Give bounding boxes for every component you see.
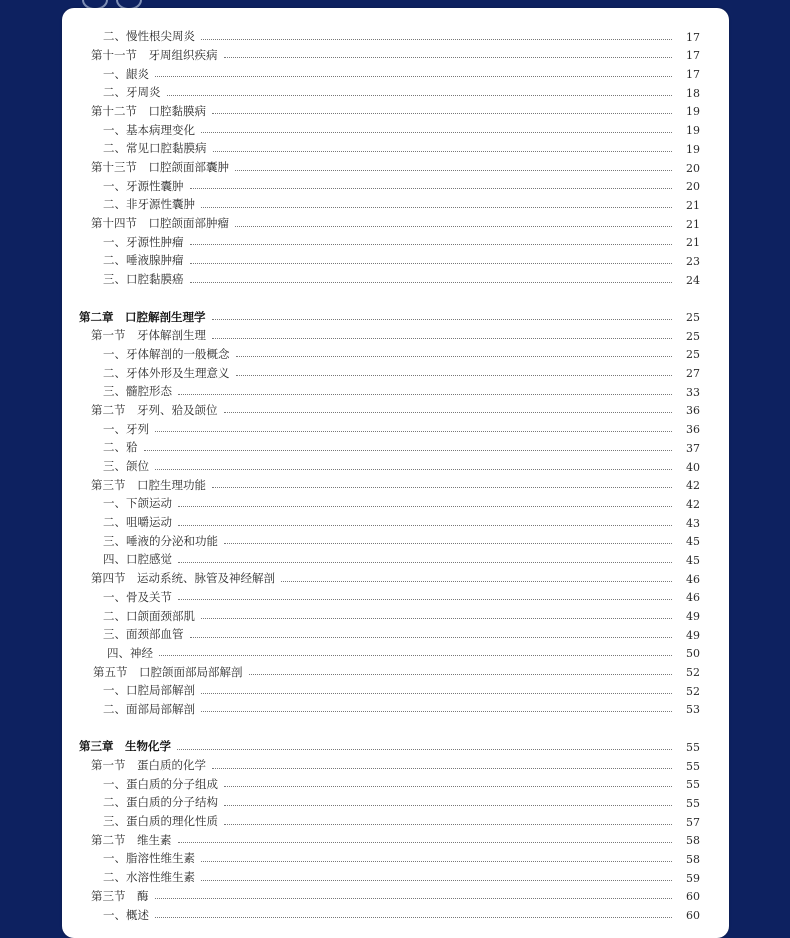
toc-entry-title: 二、咀嚼运动 [103, 515, 172, 530]
toc-entry-title: 一、龈炎 [103, 66, 149, 81]
dot-leader [144, 450, 673, 451]
toc-entry[interactable] [62, 342, 729, 361]
toc-entry-page: 57 [686, 815, 700, 829]
dot-leader [159, 655, 672, 656]
dot-leader [190, 637, 673, 638]
toc-entry-page: 60 [686, 909, 700, 922]
toc-entry-title: 第十二节 口腔黏膜病 [91, 103, 206, 118]
dot-leader [155, 431, 672, 432]
toc-entry-page: 46 [686, 591, 700, 605]
toc-entry[interactable] [62, 379, 729, 398]
toc-entry-title: 一、牙列 [103, 421, 149, 436]
toc-entry-page: 60 [686, 890, 700, 904]
dot-leader [178, 562, 672, 563]
toc-entry-title: 第三节 酶 [91, 888, 149, 903]
dot-leader [213, 151, 673, 152]
toc-entry-title: 一、脂溶性维生素 [103, 851, 195, 866]
toc-entry-title: 一、口腔局部解剖 [103, 683, 195, 698]
toc-entry-title: 四、神经 [107, 645, 153, 660]
toc-entry-page: 58 [686, 852, 700, 866]
dot-leader [212, 319, 673, 320]
document-page [62, 8, 729, 938]
dot-leader [236, 356, 673, 357]
dot-leader [249, 674, 673, 675]
toc-entry-title: 一、牙体解剖的一般概念 [103, 346, 230, 361]
toc-entry-title: 四、口腔感觉 [103, 552, 172, 567]
toc-entry[interactable] [62, 230, 729, 249]
toc-entry-page: 45 [686, 553, 700, 567]
toc-entry[interactable] [62, 566, 729, 585]
toc-entry-page: 27 [686, 367, 700, 381]
toc-entry-title: 第二节 维生素 [91, 832, 172, 847]
toc-entry[interactable] [62, 772, 729, 791]
toc-entry[interactable] [62, 80, 729, 99]
toc-entry-page: 19 [686, 105, 700, 119]
toc-entry[interactable] [62, 136, 729, 155]
toc-entry[interactable] [62, 865, 729, 884]
dot-leader [212, 487, 672, 488]
toc-entry[interactable] [62, 416, 729, 435]
toc-entry[interactable] [62, 491, 729, 510]
dot-leader [190, 282, 673, 283]
toc-entry-page: 58 [686, 834, 700, 848]
toc-entry-page: 17 [686, 30, 700, 44]
toc-entry-title: 二、面部局部解剖 [103, 701, 195, 716]
toc-entry-title: 一、蛋白质的分子组成 [103, 776, 218, 791]
toc-entry-page: 46 [686, 572, 700, 586]
toc-entry[interactable] [62, 248, 729, 267]
toc-entry[interactable] [62, 454, 729, 473]
dot-leader [190, 263, 673, 264]
toc-entry-title: 二、蛋白质的分子结构 [103, 795, 218, 810]
toc-entry[interactable] [62, 24, 729, 43]
toc-entry[interactable] [62, 547, 729, 566]
toc-entry-title: 三、蛋白质的理化性质 [103, 814, 218, 829]
toc-chapter[interactable] [62, 304, 729, 323]
toc-entry-title: 三、唾液的分泌和功能 [103, 533, 218, 548]
toc-entry-page: 23 [686, 254, 700, 268]
toc-entry-page: 53 [686, 703, 700, 717]
toc-entry-page: 20 [686, 180, 700, 194]
dot-leader [167, 95, 673, 96]
toc-entry-page: 52 [686, 666, 700, 680]
toc-entry-page: 25 [686, 311, 700, 324]
dot-leader [224, 543, 672, 544]
dot-leader [201, 693, 672, 694]
toc-entry[interactable] [62, 473, 729, 492]
toc-entry[interactable] [62, 117, 729, 136]
toc-entry[interactable] [62, 435, 729, 454]
dot-leader [201, 861, 672, 862]
dot-leader [201, 880, 672, 881]
toc-entry[interactable] [62, 510, 729, 529]
dot-leader [201, 207, 672, 208]
dot-leader [178, 506, 672, 507]
toc-entry[interactable] [62, 174, 729, 193]
table-of-contents [62, 24, 729, 921]
toc-entry-page: 24 [686, 273, 700, 287]
toc-entry[interactable] [62, 585, 729, 604]
toc-chapter-title: 第三章 生物化学 [79, 739, 171, 754]
dot-leader [224, 412, 673, 413]
dot-leader [190, 244, 673, 245]
dot-leader [281, 581, 672, 582]
toc-entry-page: 21 [686, 217, 700, 231]
toc-entry-page: 19 [686, 124, 700, 138]
dot-leader [201, 39, 672, 40]
toc-entry-title: 第一节 蛋白质的化学 [91, 758, 206, 772]
dot-leader [201, 132, 672, 133]
toc-entry[interactable] [62, 529, 729, 548]
dot-leader [155, 898, 673, 899]
dot-leader [212, 768, 672, 769]
toc-entry[interactable] [62, 155, 729, 174]
toc-entry-page: 55 [686, 759, 700, 773]
dot-leader [178, 599, 672, 600]
toc-entry-title: 第十三节 口腔颌面部囊肿 [91, 160, 229, 174]
toc-entry-title: 三、口腔黏膜癌 [103, 272, 184, 287]
dot-leader [224, 805, 672, 806]
toc-entry-page: 33 [686, 385, 700, 399]
toc-entry[interactable] [62, 323, 729, 342]
toc-entry-title: 一、基本病理变化 [103, 122, 195, 137]
dot-leader [201, 618, 672, 619]
toc-entry[interactable] [62, 641, 729, 660]
toc-entry-title: 第四节 运动系统、脉管及神经解剖 [91, 571, 275, 586]
toc-entry-title: 三、颌位 [103, 459, 149, 473]
toc-chapter-title: 第二章 口腔解剖生理学 [79, 309, 206, 324]
toc-entry[interactable] [62, 61, 729, 80]
toc-entry-title: 第五节 口腔颌面部局部解剖 [93, 664, 243, 679]
toc-entry-page: 25 [686, 329, 700, 343]
toc-entry[interactable] [62, 753, 729, 772]
toc-entry[interactable] [62, 809, 729, 828]
toc-entry-title: 一、骨及关节 [103, 589, 172, 604]
dot-leader [190, 188, 673, 189]
dot-leader [155, 469, 672, 470]
toc-entry[interactable] [62, 43, 729, 62]
toc-entry-title: 二、水溶性维生素 [103, 870, 195, 885]
toc-entry-page: 50 [686, 647, 700, 661]
dot-leader [235, 226, 672, 227]
toc-entry[interactable] [62, 659, 729, 678]
toc-entry[interactable] [62, 192, 729, 211]
toc-chapter[interactable] [62, 734, 729, 753]
toc-entry[interactable] [62, 790, 729, 809]
toc-entry[interactable] [62, 211, 729, 230]
dot-leader [212, 338, 672, 339]
toc-entry[interactable] [62, 884, 729, 903]
toc-entry-title: 二、非牙源性囊肿 [103, 197, 195, 212]
toc-entry[interactable] [62, 846, 729, 865]
toc-entry-title: 三、髓腔形态 [103, 384, 172, 399]
dot-leader [178, 394, 672, 395]
toc-entry-page: 17 [686, 49, 700, 63]
toc-entry-title: 一、牙源性肿瘤 [103, 234, 184, 249]
toc-entry-title: 二、慢性根尖周炎 [103, 29, 195, 44]
toc-entry[interactable] [62, 360, 729, 379]
dot-leader [212, 113, 672, 114]
toc-entry[interactable] [62, 697, 729, 716]
toc-entry-page: 36 [686, 404, 700, 418]
toc-entry[interactable] [62, 902, 729, 921]
toc-entry[interactable] [62, 622, 729, 641]
toc-entry-title: 二、𬌗 [103, 440, 138, 455]
toc-entry-title: 一、下颌运动 [103, 496, 172, 511]
toc-entry-title: 第十一节 牙周组织疾病 [91, 47, 218, 62]
toc-entry-title: 第三节 口腔生理功能 [91, 477, 206, 492]
dot-leader [236, 375, 673, 376]
toc-entry-title: 三、面颈部血管 [103, 627, 184, 642]
toc-entry-title: 二、唾液腺肿瘤 [103, 253, 184, 268]
toc-entry-page: 37 [686, 441, 700, 455]
toc-entry-page: 25 [686, 348, 700, 362]
toc-entry-title: 第十四节 口腔颌面部肿瘤 [91, 216, 229, 231]
toc-entry-page: 40 [686, 460, 700, 474]
toc-entry-page: 36 [686, 423, 700, 437]
toc-entry-page: 21 [686, 236, 700, 250]
toc-entry-title: 第一节 牙体解剖生理 [91, 328, 206, 343]
dot-leader [155, 76, 672, 77]
toc-entry-page: 59 [686, 871, 700, 885]
toc-entry[interactable] [62, 828, 729, 847]
toc-entry-page: 55 [686, 778, 700, 792]
dot-leader [178, 842, 673, 843]
dot-leader [177, 749, 672, 750]
toc-entry[interactable] [62, 99, 729, 118]
toc-entry-page: 45 [686, 535, 700, 549]
toc-entry-page: 52 [686, 684, 700, 698]
toc-entry-page: 49 [686, 628, 700, 642]
dot-leader [224, 824, 672, 825]
toc-entry-title: 二、牙周炎 [103, 85, 161, 100]
dot-leader [155, 917, 672, 918]
dot-leader [235, 170, 672, 171]
toc-entry[interactable] [62, 267, 729, 286]
toc-entry[interactable] [62, 398, 729, 417]
toc-entry-page: 17 [686, 68, 700, 82]
dot-leader [224, 57, 673, 58]
toc-entry-page: 55 [686, 796, 700, 810]
toc-entry-title: 一、概述 [103, 907, 149, 922]
toc-entry-page: 49 [686, 610, 700, 623]
toc-entry-page: 19 [686, 142, 700, 156]
toc-entry-page: 20 [686, 161, 700, 175]
dot-leader [224, 786, 672, 787]
dot-leader [178, 525, 672, 526]
toc-entry-page: 42 [686, 497, 700, 511]
toc-entry[interactable] [62, 678, 729, 697]
toc-entry-title: 二、口颌面颈部肌 [103, 608, 195, 623]
toc-entry-title: 二、常见口腔黏膜病 [103, 141, 207, 156]
toc-entry[interactable] [62, 603, 729, 622]
toc-entry-page: 42 [686, 479, 700, 493]
toc-entry-page: 43 [686, 516, 700, 530]
toc-entry-page: 55 [686, 740, 700, 754]
toc-entry-title: 第二节 牙列、𬌗及颌位 [91, 402, 218, 417]
dot-leader [201, 711, 672, 712]
toc-entry-page: 21 [686, 198, 700, 212]
toc-entry-page: 18 [686, 86, 700, 100]
toc-entry-title: 一、牙源性囊肿 [103, 178, 184, 193]
toc-entry-title: 二、牙体外形及生理意义 [103, 365, 230, 380]
